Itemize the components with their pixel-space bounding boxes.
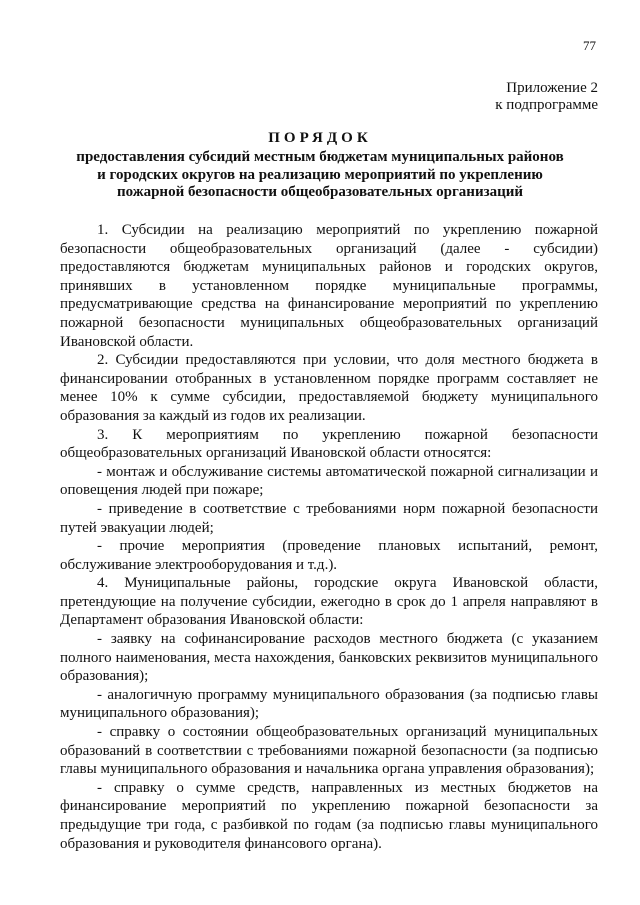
subtitle-line-1: предоставления субсидий местным бюджетам муниципальных районов [76, 149, 564, 165]
document-body [60, 221, 598, 853]
paragraph-4: 4. Муниципальные районы, городские округа Ивановской области, претендующие на получение субсидии, ежегодно в срок до 1 апреля направляют в Департамент образования Ивановской области: [60, 575, 598, 629]
paragraph-1: 1. Субсидии на реализацию мероприятий по укреплению пожарной безопасности общеобразовательных организаций (далее - субсидии) предоставляются бюджетам муниципальных районов и городских округов, принявших в установленном порядке муниципальные программы, предусматривающие средства на финансирование мероприятий по укреплению пожарной безопасности муниципальных общеобразовательных организаций Ивановской области. [60, 222, 598, 350]
appendix-line-1: Приложение 2 [506, 80, 598, 96]
list-item-alarm: - монтаж и обслуживание системы автоматической пожарной сигнализации и оповещения людей при пожаре; [60, 463, 598, 499]
appendix-line-2: к подпрограмме [495, 97, 598, 113]
list-item-program: - аналогичную программу муниципального образования (за подписью главы муниципального образования); [60, 686, 598, 722]
list-item-evacuation: - приведение в соответствие с требованиями норм пожарной безопасности путей эвакуации людей; [60, 500, 598, 536]
paragraph-3: 3. К мероприятиям по укреплению пожарной безопасности общеобразовательных организаций Ивановской области относятся: [60, 426, 598, 462]
appendix-label [495, 80, 598, 114]
list-item-funds-report: - справку о сумме средств, направленных из местных бюджетов на финансирование мероприятий по укреплению пожарной безопасности за предыдущие три года, с разбивкой по годам (за подписью главы муниципального образования и руководителя финансового органа). [60, 779, 598, 852]
document-subtitle [60, 149, 580, 202]
subtitle-line-2: и городских округов на реализацию мероприятий по укреплению [97, 166, 543, 183]
list-item-status-report: - справку о состоянии общеобразовательных организаций муниципальных образований в соответствии с требованиями пожарной безопасности (за подписью главы муниципального образования и начальника органа управления образования); [60, 724, 598, 778]
document-title: ПОРЯДОК [268, 130, 372, 146]
page-number: 77 [583, 38, 596, 53]
list-item-other: - прочие мероприятия (проведение плановых испытаний, ремонт, обслуживание электрооборудования и т.д.). [60, 538, 598, 573]
paragraph-2: 2. Субсидии предоставляются при условии, что доля местного бюджета в финансировании отобранных в установленном порядке программ составляет не менее 10% к сумме субсидии, предоставляемой бюджету муниципального образования за каждый из годов их реализации. [60, 352, 598, 424]
subtitle-line-3: пожарной безопасности общеобразовательных организаций [116, 184, 524, 200]
list-item-application: - заявку на софинансирование расходов местного бюджета (с указанием полного наименования, места нахождения, банковских реквизитов муниципального образования); [60, 631, 598, 685]
